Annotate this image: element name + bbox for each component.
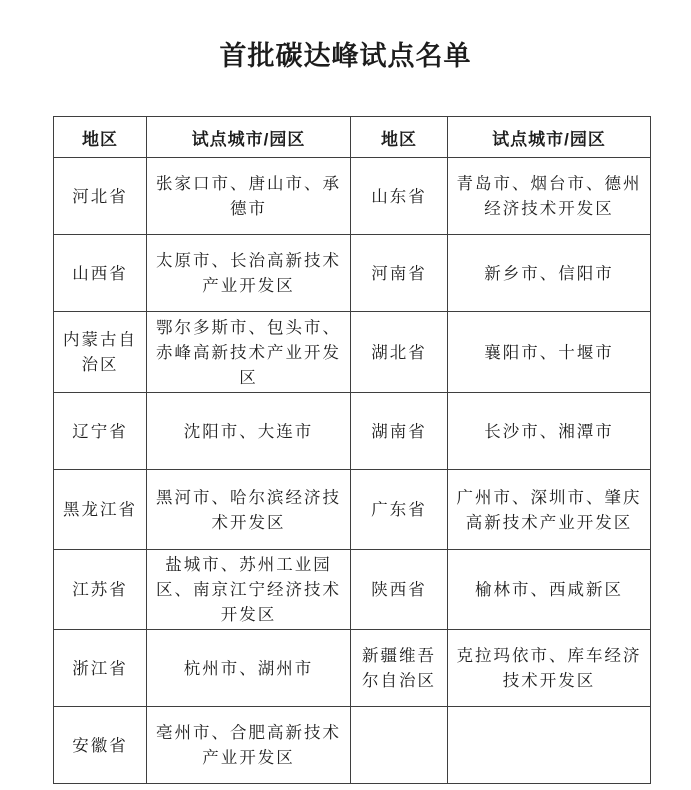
table-header-row (54, 117, 651, 158)
pilot-cities-cell: 襄阳市、十堰市 (448, 312, 651, 393)
table-body (54, 158, 651, 784)
pilot-cities-cell: 沈阳市、大连市 (147, 393, 351, 470)
region-cell: 辽宁省 (54, 393, 147, 470)
region-cell: 安徽省 (54, 707, 147, 784)
region-cell: 广东省 (351, 470, 448, 550)
region-cell: 江苏省 (54, 550, 147, 630)
pilot-cities-cell: 太原市、长治高新技术产业开发区 (147, 235, 351, 312)
pilot-cities-cell: 鄂尔多斯市、包头市、赤峰高新技术产业开发区 (147, 312, 351, 393)
pilot-cities-cell: 新乡市、信阳市 (448, 235, 651, 312)
table-head (54, 117, 651, 158)
table-row (54, 235, 651, 312)
header-pilot-cities: 试点城市/园区 (147, 117, 351, 158)
header-pilot-cities: 试点城市/园区 (448, 117, 651, 158)
pilot-list-table (53, 116, 651, 784)
pilot-cities-cell (448, 707, 651, 784)
pilot-cities-cell: 亳州市、合肥高新技术产业开发区 (147, 707, 351, 784)
table-row (54, 630, 651, 707)
table-row (54, 707, 651, 784)
region-cell: 湖南省 (351, 393, 448, 470)
pilot-cities-cell: 长沙市、湘潭市 (448, 393, 651, 470)
table-row (54, 470, 651, 550)
pilot-cities-cell: 张家口市、唐山市、承德市 (147, 158, 351, 235)
region-cell: 内蒙古自治区 (54, 312, 147, 393)
table-row (54, 393, 651, 470)
region-cell: 浙江省 (54, 630, 147, 707)
header-region: 地区 (54, 117, 147, 158)
page-title: 首批碳达峰试点名单 (219, 41, 472, 71)
region-cell: 河南省 (351, 235, 448, 312)
region-cell: 黑龙江省 (54, 470, 147, 550)
region-cell: 河北省 (54, 158, 147, 235)
header-region: 地区 (351, 117, 448, 158)
table-row (54, 158, 651, 235)
region-cell: 山东省 (351, 158, 448, 235)
pilot-cities-cell: 榆林市、西咸新区 (448, 550, 651, 630)
region-cell (351, 707, 448, 784)
table-row (54, 312, 651, 393)
region-cell: 新疆维吾尔自治区 (351, 630, 448, 707)
region-cell: 陕西省 (351, 550, 448, 630)
pilot-cities-cell: 克拉玛依市、库车经济技术开发区 (448, 630, 651, 707)
pilot-cities-cell: 青岛市、烟台市、德州经济技术开发区 (448, 158, 651, 235)
region-cell: 山西省 (54, 235, 147, 312)
region-cell: 湖北省 (351, 312, 448, 393)
pilot-cities-cell: 黑河市、哈尔滨经济技术开发区 (147, 470, 351, 550)
pilot-cities-cell: 杭州市、湖州市 (147, 630, 351, 707)
table-row (54, 550, 651, 630)
pilot-cities-cell: 广州市、深圳市、肇庆高新技术产业开发区 (448, 470, 651, 550)
pilot-cities-cell: 盐城市、苏州工业园区、南京江宁经济技术开发区 (147, 550, 351, 630)
